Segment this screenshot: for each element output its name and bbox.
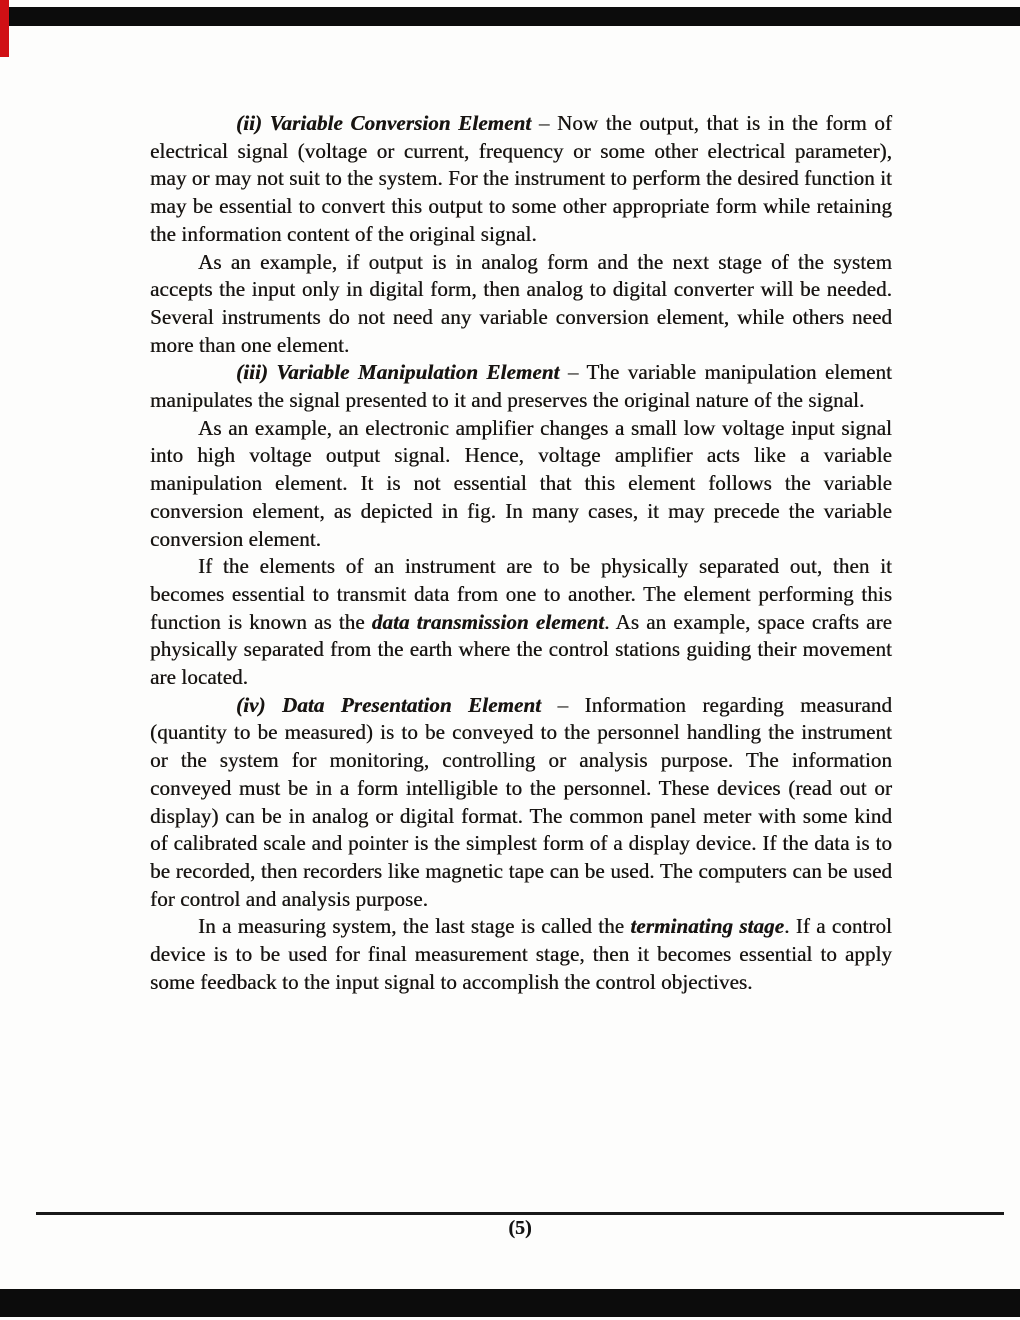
paragraph [150, 913, 892, 996]
paragraph [150, 553, 892, 692]
text-run: – The variable manipulation element manipulates the signal presented to it and preserves the original nature of the signal. [150, 360, 892, 413]
text-run: – Information regarding measurand (quantity to be measured) is to be conveyed to the personnel handling the instrument or the system for monitoring, controlling or analysis purpose. The information conveyed must be in a form intelligible to the personnel. These devices (read out or display) can be in analog or digital format. The common panel meter with some kind of calibrated scale and pointer is the simplest form of a display device. If the data is to be recorded, then recorders like magnetic tape can be used. The computers can be used for control and analysis purpose. [150, 692, 892, 911]
emphasis-text: (ii) Variable Conversion Element [236, 111, 532, 135]
text-run: As an example, an electronic amplifier changes a small low voltage input signal into high voltage output signal. Hence, voltage amplifier acts like a variable manipulation element. It is not essential that this element follows the variable conversion element, as depicted in fig. In many cases, it may precede the variable conversion element. [150, 415, 892, 551]
scan-artifact-red-mark [0, 0, 9, 57]
paragraph [150, 249, 892, 360]
emphasis-text: (iv) Data Presentation Element [236, 692, 542, 717]
scan-artifact-bottom-bar [0, 1289, 1020, 1317]
text-run: As an example, if output is in analog form and the next stage of the system accepts the input only in digital form, then analog to digital converter will be needed. Several instruments do not need any variable conversion element, while others need more than one element. [150, 249, 892, 357]
paragraph [150, 110, 892, 249]
page-number-row [36, 1217, 1004, 1240]
emphasis-text: terminating stage [630, 914, 785, 939]
emphasis-text: (iii) Variable Manipulation Element [236, 360, 560, 385]
emphasis-text: data transmission element [371, 609, 605, 634]
paragraph [150, 692, 892, 914]
text-run: If the elements of an instrument are to be physically separated out, then it becomes essential to transmit data from one to another. The element performing this function is known as the [150, 554, 892, 634]
text-run: – Now the output, that is in the form of electrical signal (voltage or current, frequency or some other electrical parameter), may or may not suit to the system. For the instrument to perform the desired function it may be essential to convert this output to some other appropriate form while retaining the information content of the original signal. [150, 111, 892, 246]
paragraph [150, 415, 892, 554]
page-number: (5) [508, 1217, 532, 1239]
paragraph [150, 359, 892, 414]
scan-artifact-top-bar [0, 7, 1020, 26]
text-run: In a measuring system, the last stage is called the [198, 914, 631, 939]
text-run: . If a control device is to be used for final measurement stage, then it becomes essential to apply some feedback to the input signal to accomplish the control objectives. [150, 914, 892, 994]
text-run: . As an example, space crafts are physically separated from the earth where the control stations guiding their movement are located. [150, 609, 892, 690]
footer-divider [36, 1212, 1004, 1215]
text-block [150, 110, 892, 997]
